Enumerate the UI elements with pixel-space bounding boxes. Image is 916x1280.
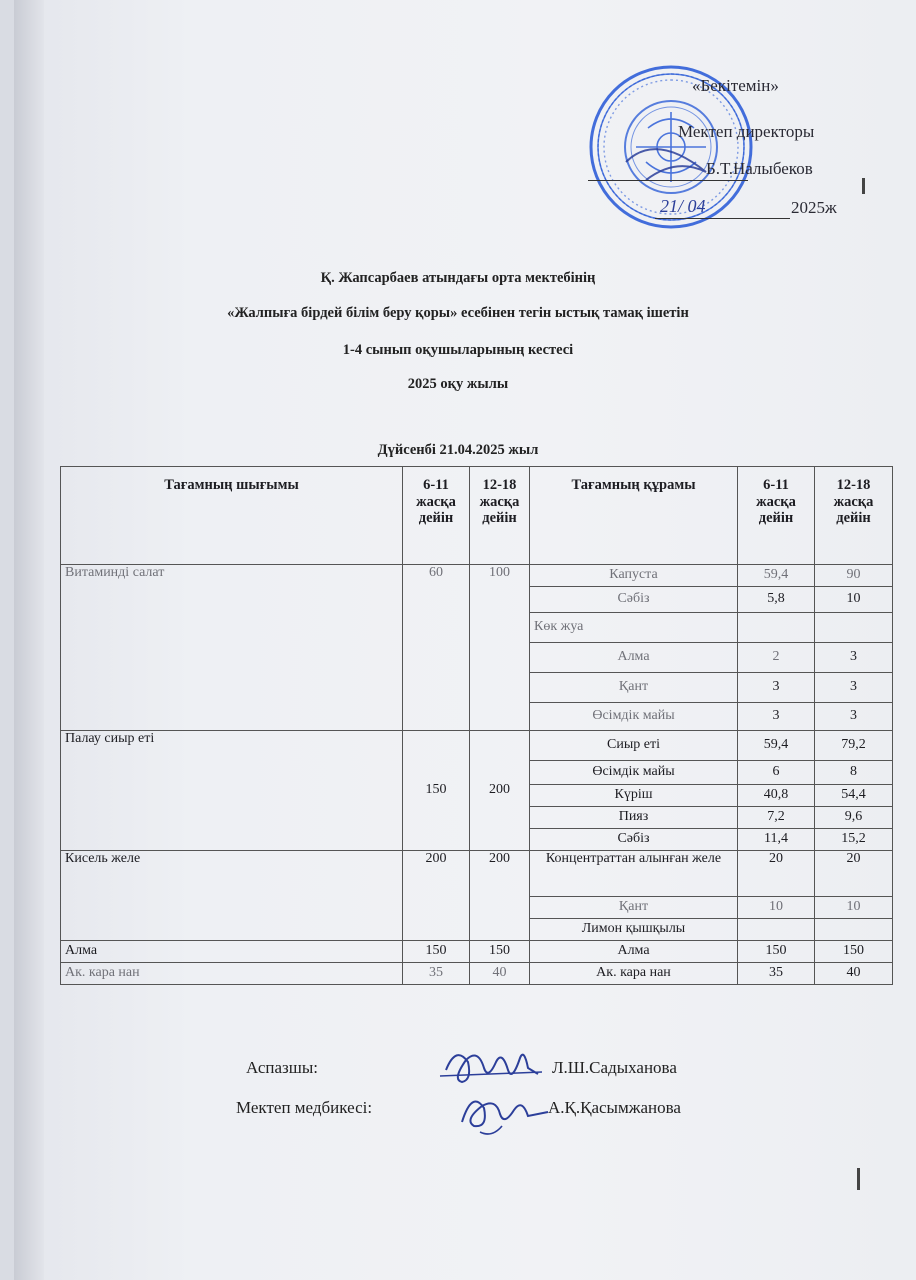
approval-signature-line — [588, 180, 748, 181]
table-header-row — [61, 467, 893, 565]
ingredient-qty-12-18: 90 — [815, 565, 893, 587]
ingredient-qty-6-11: 5,8 — [738, 587, 815, 613]
ingredient-qty-6-11: 40,8 — [738, 785, 815, 807]
ingredient-name: Күріш — [530, 785, 738, 807]
ingredient-qty-6-11: 59,4 — [738, 565, 815, 587]
title-classes: 1-4 сынып оқушыларының кестесі — [342, 342, 574, 358]
ingredient-qty-12-18 — [815, 919, 893, 941]
ingredient-qty-6-11: 6 — [738, 761, 815, 785]
table-row — [61, 941, 893, 963]
approval-date: 21/ 04 — [660, 196, 706, 216]
ingredient-name: Сәбіз — [530, 829, 738, 851]
ingredient-name: Көк жуа — [530, 613, 738, 643]
nurse-signature — [452, 1082, 552, 1142]
table-row — [61, 731, 893, 761]
ingredient-qty-6-11: 20 — [738, 851, 815, 897]
cook-label: Аспазшы: — [246, 1058, 318, 1077]
ingredient-qty-6-11: 3 — [738, 673, 815, 703]
dish-qty-6-11: 60 — [403, 565, 470, 731]
header-composition: Тағамның құрамы — [530, 467, 738, 565]
approval-position: Мектеп директоры — [678, 122, 815, 141]
ingredient-name: Өсімдік майы — [530, 703, 738, 731]
paper-mark — [857, 1168, 860, 1190]
paper-mark — [862, 178, 865, 194]
ingredient-qty-6-11 — [738, 613, 815, 643]
ingredient-qty-6-11: 10 — [738, 897, 815, 919]
dish-name: Алма — [61, 941, 403, 963]
ingredient-qty-12-18: 10 — [815, 897, 893, 919]
ingredient-qty-12-18: 79,2 — [815, 731, 893, 761]
table-row — [61, 851, 893, 897]
ingredient-qty-6-11: 3 — [738, 703, 815, 731]
header-age-12-18: 12-18 жасқа дейін — [470, 467, 530, 565]
ingredient-qty-12-18: 9,6 — [815, 807, 893, 829]
ingredient-name: Сәбіз — [530, 587, 738, 613]
approval-heading: «Бекітемін» — [692, 76, 779, 95]
ingredient-qty-6-11: 2 — [738, 643, 815, 673]
nurse-name: А.Қ.Қасымжанова — [548, 1098, 681, 1117]
ingredient-qty-12-18: 10 — [815, 587, 893, 613]
ingredient-qty-12-18: 15,2 — [815, 829, 893, 851]
ingredient-name: Сиыр еті — [530, 731, 738, 761]
ingredient-name: Ак. кара нан — [530, 963, 738, 985]
table-row — [61, 565, 893, 587]
approval-year: 2025ж — [791, 198, 837, 217]
header-comp-age-12-18: 12-18 жасқа дейін — [815, 467, 893, 565]
ingredient-qty-12-18: 3 — [815, 703, 893, 731]
ingredient-name: Пияз — [530, 807, 738, 829]
ingredient-qty-12-18: 150 — [815, 941, 893, 963]
title-school: Қ. Жапсарбаев атындағы орта мектебінің — [320, 270, 596, 286]
ingredient-qty-6-11: 11,4 — [738, 829, 815, 851]
ingredient-qty-12-18: 40 — [815, 963, 893, 985]
ingredient-qty-6-11: 35 — [738, 963, 815, 985]
page-edge-shadow — [14, 0, 44, 1280]
cook-name: Л.Ш.Садыханова — [552, 1058, 677, 1077]
nurse-label: Мектеп медбикесі: — [236, 1098, 373, 1117]
ingredient-qty-6-11: 59,4 — [738, 731, 815, 761]
header-age-6-11: 6-11 жасқа дейін — [403, 467, 470, 565]
table-row — [61, 963, 893, 985]
dish-name: Палау сиыр еті — [61, 731, 403, 851]
ingredient-qty-12-18: 3 — [815, 643, 893, 673]
ingredient-name: Қант — [530, 673, 738, 703]
dish-qty-12-18: 150 — [470, 941, 530, 963]
ingredient-qty-12-18: 3 — [815, 673, 893, 703]
ingredient-name: Қант — [530, 897, 738, 919]
ingredient-qty-12-18 — [815, 613, 893, 643]
menu-table — [60, 466, 892, 981]
dish-qty-12-18: 200 — [470, 851, 530, 941]
ingredient-qty-12-18: 8 — [815, 761, 893, 785]
dish-qty-6-11: 150 — [403, 941, 470, 963]
ingredient-qty-12-18: 54,4 — [815, 785, 893, 807]
dish-qty-12-18: 40 — [470, 963, 530, 985]
ingredient-qty-6-11 — [738, 919, 815, 941]
dish-qty-6-11: 35 — [403, 963, 470, 985]
title-year: 2025 оқу жылы — [407, 376, 509, 392]
dish-qty-6-11: 150 — [403, 731, 470, 851]
ingredient-name: Концентраттан алынған желе — [530, 851, 738, 897]
ingredient-qty-12-18: 20 — [815, 851, 893, 897]
header-dish-output: Тағамның шығымы — [61, 467, 403, 565]
dish-name: Ак. кара нан — [61, 963, 403, 985]
ingredient-qty-6-11: 150 — [738, 941, 815, 963]
dish-qty-12-18: 100 — [470, 565, 530, 731]
approval-director-name: Б.Т.Налыбеков — [706, 159, 813, 178]
header-comp-age-6-11: 6-11 жасқа дейін — [738, 467, 815, 565]
approval-date-line — [655, 218, 790, 219]
ingredient-name: Өсімдік майы — [530, 761, 738, 785]
dish-name: Кисель желе — [61, 851, 403, 941]
dish-qty-12-18: 200 — [470, 731, 530, 851]
ingredient-qty-6-11: 7,2 — [738, 807, 815, 829]
ingredient-name: Алма — [530, 941, 738, 963]
ingredient-name: Лимон қышқылы — [530, 919, 738, 941]
ingredient-name: Алма — [530, 643, 738, 673]
dish-name: Витаминді салат — [61, 565, 403, 731]
title-day: Дүйсенбі 21.04.2025 жыл — [377, 442, 539, 458]
dish-qty-6-11: 200 — [403, 851, 470, 941]
ingredient-name: Капуста — [530, 565, 738, 587]
title-fund: «Жалпыға бірдей білім беру қоры» есебінен тегін ыстық тамақ ішетін — [227, 305, 689, 321]
